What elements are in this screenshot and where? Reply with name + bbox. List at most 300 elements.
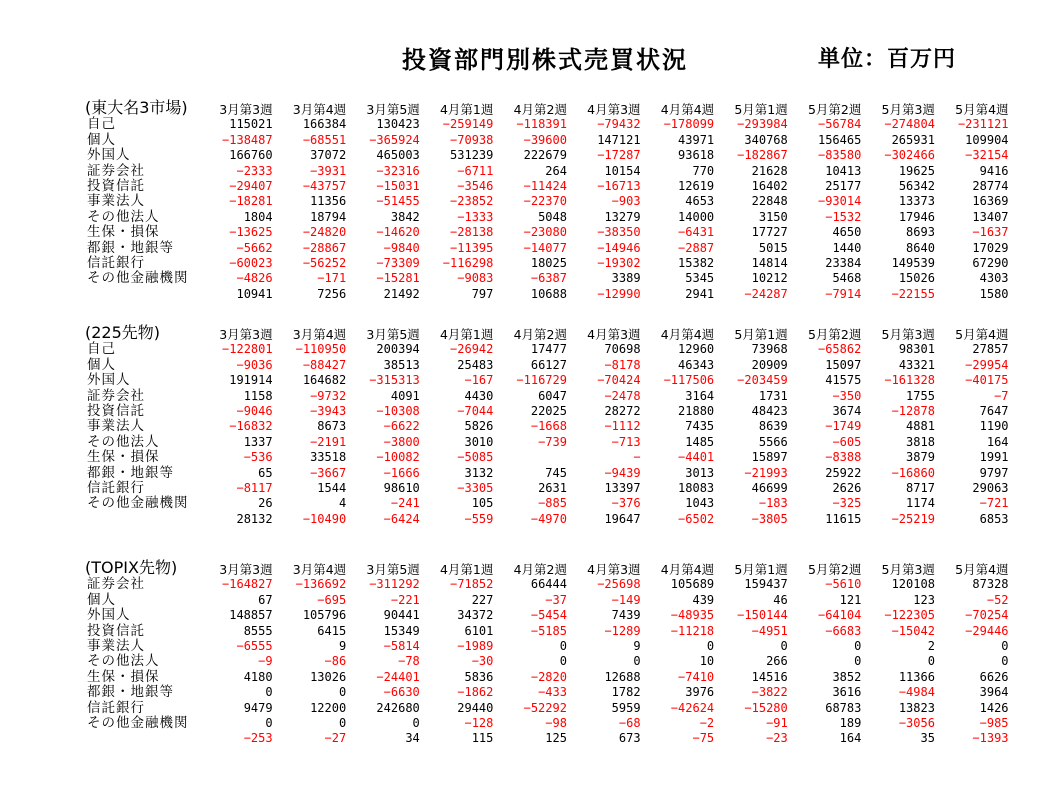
cell: 93618 — [678, 148, 715, 163]
cell: −4984 — [898, 685, 935, 700]
cell: −15042 — [891, 623, 935, 638]
cell: −15031 — [376, 179, 420, 194]
cell: −15281 — [376, 271, 420, 286]
cell: −16832 — [229, 419, 273, 434]
cell: 6415 — [317, 623, 347, 638]
cell: 15026 — [898, 271, 935, 286]
cell: −9046 — [236, 404, 273, 419]
week-header: 4月第3週 — [587, 102, 641, 117]
cell: −79432 — [597, 117, 641, 132]
cell: 13407 — [972, 209, 1009, 224]
cell: −23852 — [450, 194, 494, 209]
table-row — [85, 701, 1009, 716]
cell: 17946 — [898, 209, 935, 224]
cell: 200394 — [376, 342, 420, 357]
cell: 1174 — [906, 496, 935, 511]
cell: −9036 — [236, 357, 273, 372]
header-row — [85, 102, 1009, 117]
cell: 1804 — [243, 209, 273, 224]
cell: −6683 — [825, 623, 862, 638]
cell: 37072 — [310, 148, 347, 163]
week-header: 3月第5週 — [366, 102, 420, 117]
cell: −203459 — [737, 373, 788, 388]
table-row — [85, 716, 1009, 731]
week-header: 4月第4週 — [660, 562, 715, 577]
cell: −1112 — [604, 419, 641, 434]
cell: −32154 — [965, 148, 1009, 163]
cell: −136692 — [295, 577, 347, 592]
cell: 9416 — [979, 163, 1009, 178]
table-row — [85, 466, 1009, 481]
cell: −30 — [471, 654, 494, 669]
cell: −178099 — [663, 117, 715, 132]
cell: 38513 — [383, 357, 420, 372]
cell: −51455 — [376, 194, 420, 209]
section-title: (TOPIX先物) — [85, 558, 178, 577]
cell: 3976 — [685, 685, 715, 700]
table-row — [85, 419, 1009, 434]
header-row — [85, 327, 1009, 342]
cell: −14620 — [376, 225, 420, 240]
cell: −118391 — [516, 117, 567, 132]
cell: 6047 — [538, 388, 567, 403]
table-row — [85, 358, 1009, 373]
cell: −29446 — [965, 623, 1009, 638]
cell: −29954 — [965, 357, 1009, 372]
cell: −2 — [699, 716, 715, 731]
week-header: 4月第3週 — [587, 562, 641, 577]
cell: 7647 — [979, 404, 1009, 419]
cell: −3056 — [898, 716, 935, 731]
cell: 21880 — [678, 404, 715, 419]
cell: −433 — [538, 685, 567, 700]
cell: 5826 — [464, 419, 494, 434]
cell: −122305 — [884, 608, 935, 623]
section-title: (225先物) — [85, 323, 161, 342]
cell: 9 — [338, 639, 347, 654]
cell: −23080 — [523, 225, 567, 240]
cell: −559 — [464, 511, 494, 526]
cell: −2887 — [678, 240, 715, 255]
cell: 0 — [706, 639, 715, 654]
cell: −116298 — [442, 256, 494, 271]
cell: −37 — [545, 592, 567, 607]
table-row — [85, 593, 1009, 608]
cell: 13823 — [898, 700, 935, 715]
cell: 1426 — [979, 700, 1009, 715]
week-header: 5月第1週 — [734, 327, 788, 342]
cell — [493, 450, 567, 465]
cell: 1337 — [243, 434, 273, 449]
row-label: 事業法人 — [87, 638, 145, 655]
cell: −18281 — [229, 194, 273, 209]
cell: 28272 — [604, 404, 641, 419]
cell: 3164 — [685, 388, 715, 403]
cell: −1666 — [383, 465, 420, 480]
cell: 340768 — [744, 132, 788, 147]
cell: 8693 — [906, 225, 935, 240]
cell: 41575 — [825, 373, 862, 388]
cell: 105689 — [670, 577, 715, 592]
row-label: 事業法人 — [87, 418, 145, 435]
row-label: 個人 — [87, 591, 116, 608]
cell: 0 — [1001, 639, 1009, 654]
cell: −73309 — [376, 256, 420, 271]
week-header: 4月第2週 — [513, 327, 567, 342]
cell: −6555 — [236, 639, 273, 654]
cell: 4430 — [464, 388, 494, 403]
cell: −6622 — [383, 419, 420, 434]
cell: −93014 — [817, 194, 862, 209]
cell: −1393 — [972, 731, 1009, 746]
cell: −9083 — [457, 271, 494, 286]
cell: 21628 — [751, 163, 788, 178]
cell: −231121 — [957, 117, 1009, 132]
row-label: 生保・損保 — [87, 224, 160, 241]
cell: 28774 — [972, 179, 1009, 194]
cell: 5048 — [538, 209, 567, 224]
cell: −2191 — [310, 434, 347, 449]
cell: 7256 — [317, 286, 347, 301]
cell: −259149 — [442, 117, 494, 132]
unit-label: 単位：百万円 — [818, 47, 957, 72]
week-header: 3月第4週 — [292, 327, 347, 342]
cell: −695 — [317, 592, 347, 607]
cell: −11218 — [670, 623, 715, 638]
week-header: 4月第4週 — [660, 327, 715, 342]
table-row — [85, 256, 1009, 271]
cell: −325 — [832, 496, 862, 511]
cell: 13397 — [604, 481, 641, 496]
row-label: その他金融機関 — [87, 495, 189, 512]
row-label: 信託銀行 — [87, 480, 145, 497]
week-header: 5月第2週 — [807, 102, 862, 117]
cell: 12200 — [310, 700, 347, 715]
week-header: 3月第5週 — [366, 327, 420, 342]
table-row — [85, 133, 1009, 148]
cell: −2820 — [530, 669, 567, 684]
cell: −7914 — [825, 286, 862, 301]
cell: −70254 — [965, 608, 1009, 623]
cell: 8555 — [243, 623, 273, 638]
row-label: 自己 — [87, 341, 116, 358]
cell: −98 — [545, 716, 567, 731]
row-label: 生保・損保 — [87, 668, 160, 685]
cell: −12990 — [597, 286, 641, 301]
cell: 222679 — [523, 148, 567, 163]
table-row — [85, 287, 1009, 302]
cell: 0 — [559, 654, 567, 669]
row-label: 信託銀行 — [87, 255, 145, 272]
cell: 5468 — [832, 271, 862, 286]
cell: −9439 — [604, 465, 641, 480]
week-header: 5月第4週 — [955, 562, 1009, 577]
table-row — [85, 608, 1009, 623]
cell: 29440 — [457, 700, 494, 715]
cell: 5959 — [611, 700, 641, 715]
cell: −5185 — [530, 623, 567, 638]
cell: −1532 — [825, 209, 862, 224]
cell: 22848 — [751, 194, 788, 209]
week-header: 3月第3週 — [219, 327, 273, 342]
cell: 4180 — [243, 669, 273, 684]
cell: 3818 — [906, 434, 935, 449]
header-row — [85, 562, 1009, 577]
table-row — [85, 225, 1009, 240]
cell: −52 — [986, 592, 1009, 607]
cell: 7435 — [685, 419, 715, 434]
cell: 3013 — [685, 465, 715, 480]
cell: −83580 — [817, 148, 862, 163]
data-table — [85, 558, 1009, 747]
cell: −24820 — [302, 225, 347, 240]
cell: −315313 — [369, 373, 420, 388]
row-label: 都銀・地銀等 — [87, 239, 174, 256]
cell: 4650 — [832, 225, 862, 240]
cell: −28867 — [302, 240, 347, 255]
cell: 98301 — [898, 342, 935, 357]
cell: −116729 — [516, 373, 567, 388]
cell: −713 — [611, 434, 641, 449]
cell: 105 — [471, 496, 494, 511]
cell: 28132 — [236, 511, 273, 526]
cell: 166384 — [302, 117, 347, 132]
data-table — [85, 323, 1009, 527]
cell: −16713 — [597, 179, 641, 194]
table-row — [85, 389, 1009, 404]
cell: −739 — [538, 434, 567, 449]
cell: −7410 — [678, 669, 715, 684]
table-row — [85, 731, 1009, 746]
cell: −4970 — [530, 511, 567, 526]
cell: 770 — [692, 163, 715, 178]
cell: 0 — [1001, 654, 1009, 669]
row-label: 信託銀行 — [87, 699, 145, 716]
week-header: 4月第2週 — [513, 102, 567, 117]
table-row — [85, 577, 1009, 592]
cell: −39600 — [523, 132, 567, 147]
cell: −88427 — [302, 357, 347, 372]
cell: −6502 — [678, 511, 715, 526]
row-label: その他法人 — [87, 653, 160, 670]
row-label: 投資信託 — [87, 178, 145, 195]
cell: 121 — [839, 592, 862, 607]
row-label: 証券会社 — [87, 576, 145, 593]
row-label: 証券会社 — [87, 162, 145, 179]
cell: 13026 — [310, 669, 347, 684]
cell: 19647 — [604, 511, 641, 526]
cell: 1731 — [758, 388, 788, 403]
cell: 0 — [854, 639, 862, 654]
cell: −110950 — [295, 342, 347, 357]
cell: −16860 — [891, 465, 935, 480]
cell: −10490 — [302, 511, 347, 526]
cell: 17029 — [972, 240, 1009, 255]
cell: −8117 — [236, 481, 273, 496]
cell: 2626 — [832, 481, 862, 496]
table-row — [85, 624, 1009, 639]
cell: 189 — [839, 716, 862, 731]
row-label: 外国人 — [87, 372, 131, 389]
cell: 0 — [927, 654, 935, 669]
cell: 25483 — [457, 357, 494, 372]
cell: 3010 — [464, 434, 494, 449]
cell: 11356 — [310, 194, 347, 209]
cell: 35 — [920, 731, 935, 746]
cell: 4653 — [685, 194, 715, 209]
cell: −6630 — [383, 685, 420, 700]
cell: −24287 — [744, 286, 788, 301]
cell: 26 — [258, 496, 273, 511]
cell: 34372 — [457, 608, 494, 623]
cell: −171 — [317, 271, 347, 286]
cell: 21492 — [383, 286, 420, 301]
cell: 0 — [854, 654, 862, 669]
cell: −56252 — [302, 256, 347, 271]
cell: 66127 — [530, 357, 567, 372]
week-header: 3月第4週 — [292, 102, 347, 117]
cell: −1668 — [530, 419, 567, 434]
cell: 1544 — [317, 481, 347, 496]
section-title: (東大名3市場) — [85, 98, 188, 117]
cell: −5610 — [825, 577, 862, 592]
cell: −40175 — [965, 373, 1009, 388]
cell: −25698 — [597, 577, 641, 592]
cell: −1637 — [972, 225, 1009, 240]
table-row — [85, 670, 1009, 685]
row-label: 投資信託 — [87, 622, 145, 639]
cell: 149539 — [891, 256, 935, 271]
week-header: 4月第1週 — [439, 327, 494, 342]
cell: −3800 — [383, 434, 420, 449]
cell: −274804 — [884, 117, 935, 132]
cell: 19625 — [898, 163, 935, 178]
cell: −4401 — [678, 450, 715, 465]
cell: −128 — [464, 716, 494, 731]
cell: −5085 — [457, 450, 494, 465]
cell: −350 — [832, 388, 862, 403]
cell: 6101 — [464, 623, 494, 638]
cell: 164 — [986, 434, 1009, 449]
cell: 5345 — [685, 271, 715, 286]
cell: 8717 — [906, 481, 935, 496]
cell: 227 — [471, 592, 494, 607]
cell: −28138 — [450, 225, 494, 240]
cell: −9840 — [383, 240, 420, 255]
week-header: 3月第3週 — [219, 562, 273, 577]
row-label: 自己 — [87, 116, 116, 133]
row-label — [85, 512, 199, 527]
cell: 465003 — [376, 148, 420, 163]
cell: 0 — [559, 639, 567, 654]
table-row — [85, 241, 1009, 256]
week-header: 4月第2週 — [513, 562, 567, 577]
cell: −149 — [611, 592, 641, 607]
row-label: 個人 — [87, 131, 116, 148]
cell: −903 — [611, 194, 641, 209]
cell: 1580 — [979, 286, 1009, 301]
cell: −138487 — [222, 132, 273, 147]
table-row — [85, 271, 1009, 286]
cell: 2941 — [685, 286, 715, 301]
cell: 70698 — [604, 342, 641, 357]
cell: −6387 — [530, 271, 567, 286]
cell: −605 — [832, 434, 862, 449]
cell: 10212 — [751, 271, 788, 286]
cell: 3389 — [611, 271, 641, 286]
row-label: 生保・損保 — [87, 449, 160, 466]
row-label: 個人 — [87, 356, 116, 373]
cell: −3667 — [310, 465, 347, 480]
table-row — [85, 164, 1009, 179]
cell: 3852 — [832, 669, 862, 684]
cell: −302466 — [884, 148, 935, 163]
cell: 7439 — [611, 608, 641, 623]
cell: −1333 — [457, 209, 494, 224]
cell: −221 — [390, 592, 420, 607]
cell: −164827 — [222, 577, 273, 592]
data-table — [85, 98, 1009, 302]
cell: −23 — [766, 731, 788, 746]
cell: −8178 — [604, 357, 641, 372]
cell: 1485 — [685, 434, 715, 449]
cell: −5662 — [236, 240, 273, 255]
cell: 10413 — [825, 163, 862, 178]
cell: 67290 — [972, 256, 1009, 271]
cell: 46 — [773, 592, 788, 607]
cell: 4881 — [906, 419, 935, 434]
row-label: 外国人 — [87, 147, 131, 164]
cell: −161328 — [884, 373, 935, 388]
cell: −721 — [979, 496, 1009, 511]
cell: 120108 — [891, 577, 935, 592]
cell: 12619 — [678, 179, 715, 194]
week-header: 5月第3週 — [881, 327, 935, 342]
week-header: 5月第3週 — [881, 562, 935, 577]
cell: 14000 — [678, 209, 715, 224]
week-header: 3月第4週 — [292, 562, 347, 577]
cell: 5015 — [758, 240, 788, 255]
cell: −70424 — [597, 373, 641, 388]
week-header: 5月第2週 — [807, 562, 862, 577]
table-row — [85, 450, 1009, 465]
cell: −6424 — [383, 511, 420, 526]
cell: 68783 — [825, 700, 862, 715]
cell: 27857 — [972, 342, 1009, 357]
cell: 0 — [338, 685, 347, 700]
cell: 125 — [545, 731, 567, 746]
row-label: その他法人 — [87, 208, 160, 225]
cell: −6711 — [457, 163, 494, 178]
cell: 2 — [927, 639, 935, 654]
cell: −885 — [538, 496, 567, 511]
cell: −293984 — [737, 117, 788, 132]
cell: 164682 — [302, 373, 347, 388]
cell: −70938 — [450, 132, 494, 147]
cell: −60023 — [229, 256, 273, 271]
cell: 166760 — [229, 148, 273, 163]
cell: 9 — [633, 639, 641, 654]
cell: −75 — [692, 731, 715, 746]
cell: 1755 — [906, 388, 935, 403]
market-section-2 — [85, 323, 1009, 527]
cell: 1782 — [611, 685, 641, 700]
cell: 3150 — [758, 209, 788, 224]
cell: 115 — [471, 731, 494, 746]
cell: −5454 — [530, 608, 567, 623]
cell: −376 — [611, 496, 641, 511]
cell: 11366 — [898, 669, 935, 684]
